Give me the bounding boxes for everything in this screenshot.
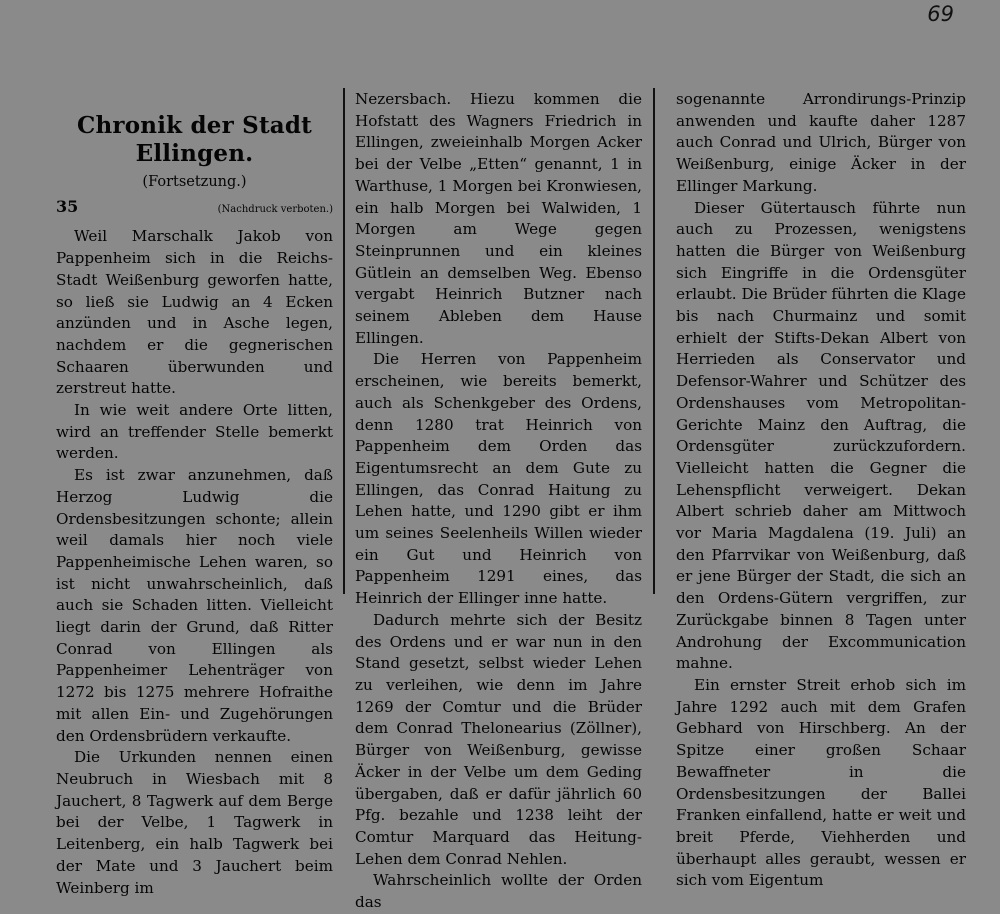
paragraph: Ein ernster Streit erhob sich im Jahre 1292 auch mit dem Grafen Gebhard von Hirschberg. An der Spitze einer großen Schaar Bewaffneter in die Ordensbesitzungen der Ballei Franken einfallend, hatte er weit und breit Pferde, Viehherden und überhaupt alles geraubt, wessen er sich vom Eigentum	[676, 675, 966, 890]
column-right	[676, 89, 966, 892]
paragraph: Nezersbach. Hiezu kommen die Hofstatt des Wagners Friedrich in Ellingen, zweieinhalb Morgen Acker bei der Velbe „Etten“ genannt, 1 in Warthuse, 1 Morgen bei Kronwiesen, ein halb Morgen bei Walwiden, 1 Morgen am Wege gegen Steinprunnen und ein kleines Gütlein an demselben Weg. Ebenso vergabt Heinrich Butzner nach seinem Ableben dem Hause Ellingen.	[355, 90, 642, 347]
paragraph: Dadurch mehrte sich der Besitz des Ordens und er war nun in den Stand gesetzt, selbst wieder Lehen zu verleihen, wie denn im Jahre 1269 der Comtur und die Brüder dem Conrad Thelonearius (Zöllner), Bürger von Weißenburg, gewisse Äcker in der Velbe um dem Geding übergaben, daß er dafür jährlich 60 Pfg. bezahle und 1238 leiht der Comtur Marquard das Heitung-Lehen dem Conrad Nehlen.	[355, 610, 642, 868]
article-meta	[56, 196, 333, 221]
continuation-note: (Fortsetzung.)	[142, 174, 247, 190]
paragraph: Die Urkunden nennen einen Neubruch in Wiesbach mit 8 Jauchert, 8 Tagwerk auf dem Berge bei der Velbe, 1 Tagwerk in Leitenberg, ein halb Tagwerk bei der Mate und 3 Jauchert beim Weinberg im	[56, 748, 333, 897]
paragraph: sogenannte Arrondirungs-Prinzip anwenden und kaufte daher 1287 auch Conrad und Ulrich, Bürger von Weißenburg, einige Äcker in der Ellinger Markung.	[676, 90, 966, 195]
page-number: 69	[927, 2, 954, 26]
serial-number: 35	[56, 196, 79, 216]
paragraph: Die Herren von Pappenheim erscheinen, wie bereits bemerkt, auch als Schenkgeber des Ordens, denn 1280 trat Heinrich von Pappenheim dem Orden das Eigentumsrecht an dem Gute zu Ellingen, das Conrad Haitung zu Lehen hatte, und 1290 gibt er ihm um seines Seelenheils Willen wieder ein Gut und Heinrich von Pappenheim 1291 eines, das Heinrich der Ellinger inne hatte.	[355, 350, 642, 608]
paragraph: Weil Marschalk Jakob von Pappenheim sich in die Reichs-Stadt Weißenburg geworfen hatte, so ließ sie Ludwig an 4 Ecken anzünden und in Asche legen, nachdem er die gegnerischen Schaaren überwunden und zerstreut hatte.	[56, 227, 333, 398]
column-left	[56, 88, 333, 899]
article-title: Chronik der Stadt Ellingen.	[77, 112, 312, 167]
reprint-note: (Nachdruck verboten.)	[217, 203, 333, 215]
column-rule	[343, 88, 345, 594]
column-middle	[355, 89, 642, 914]
paragraph: Wahrscheinlich wollte der Orden das	[355, 871, 642, 912]
column-rule	[653, 88, 655, 594]
paragraph: Es ist zwar anzunehmen, daß Herzog Ludwig die Ordensbesitzungen schonte; allein weil damals hier noch viele Pappenheimische Lehen waren, so ist nicht unwahrscheinlich, daß auch sie Schaden litten. Vielleicht liegt darin der Grund, daß Ritter Conrad von Ellingen als Pappenheimer Lehenträger von 1272 bis 1275 mehrere Hofraithe mit allen Ein- und Zugehörungen den Ordensbrüdern verkaufte.	[56, 466, 333, 745]
paragraph: Dieser Gütertausch führte nun auch zu Prozessen, wenigstens hatten die Bürger von Weißenburg sich Eingriffe in die Ordensgüter erlaubt. Die Brüder führten die Klage bis nach Churmainz und somit erhielt der Stifts-Dekan Albert von Herrieden als Conservator und Defensor-Wahrer und Schützer des Ordenshauses vom Metropolitan-Gerichte Mainz den Auftrag, die Ordensgüter zurückzufordern. Vielleicht hatten die Gegner die Lehenspflicht verweigert. Dekan Albert schrieb daher am Mittwoch vor Maria Magdalena (19. Juli) an den Pfarrvikar von Weißenburg, daß er jene Bürger der Stadt, die sich an den Ordens-Gütern vergriffen, zur Zurückgabe binnen 8 Tagen unter Androhung der Excommunication mahne.	[676, 198, 966, 673]
paragraph: In wie weit andere Orte litten, wird an treffender Stelle bemerkt werden.	[56, 401, 333, 463]
